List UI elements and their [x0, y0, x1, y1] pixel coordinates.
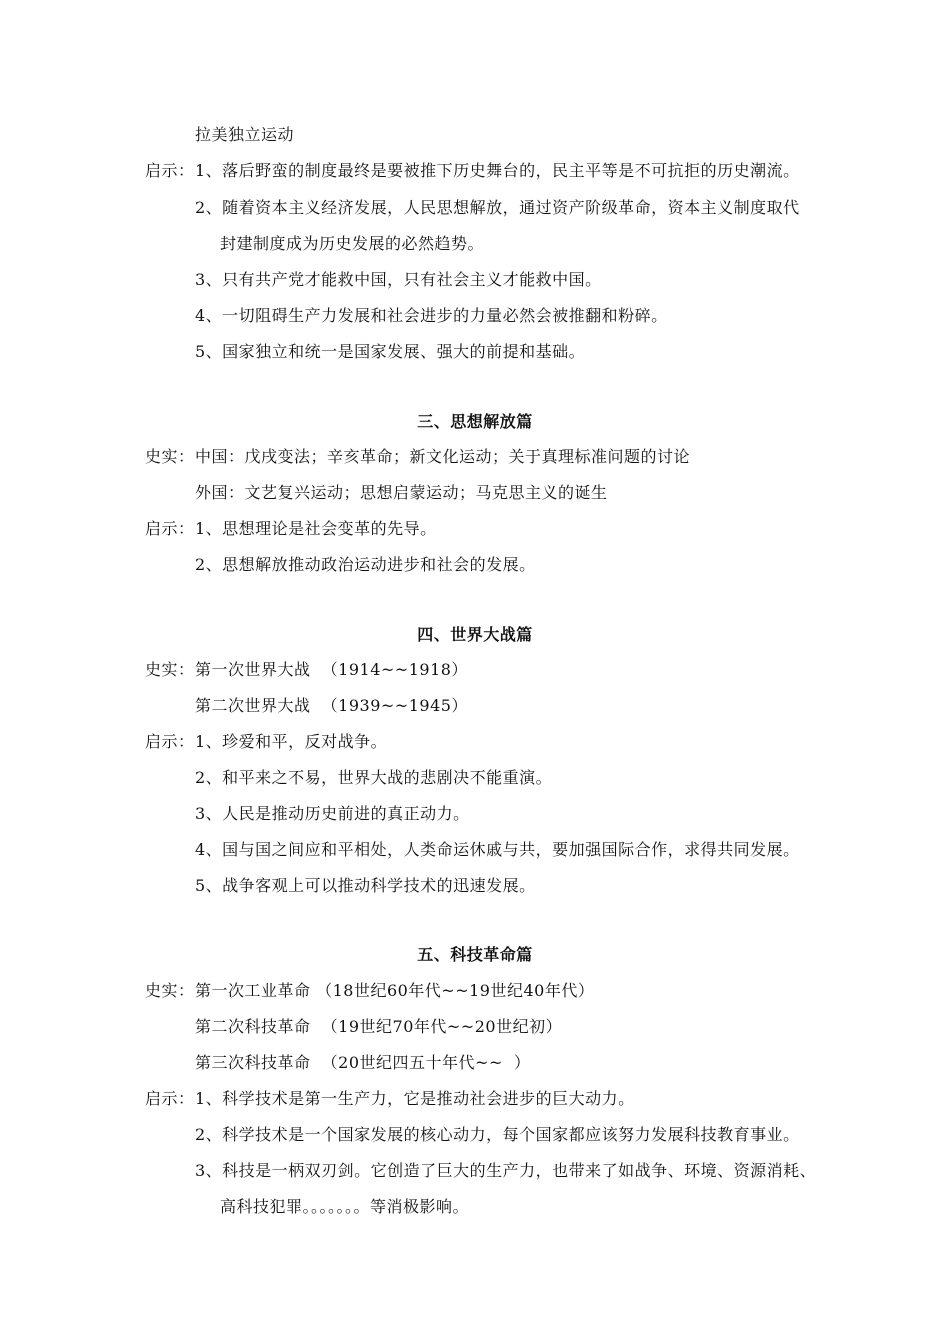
insight-item: 1、思想理论是社会变革的先导。 — [195, 519, 437, 538]
fact-item: 第二次科技革命 （19世纪70年代~~20世纪初） — [195, 1017, 563, 1036]
insight-item: 1、科学技术是第一生产力，它是推动社会进步的巨大动力。 — [195, 1089, 635, 1108]
fact-item: 第三次科技革命 （20世纪四五十年代~~ ） — [195, 1053, 531, 1072]
section-title: 五、科技革命篇 — [417, 945, 533, 964]
insight-item: 2、随着资本主义经济发展，人民思想解放，通过资产阶级革命，资本主义制度取代 — [195, 198, 800, 217]
facts-label: 史实： — [145, 447, 195, 466]
insight-label: 启示： — [145, 161, 195, 180]
fact-item: 第一次工业革命 （18世纪60年代~~19世纪40年代） — [195, 981, 595, 1000]
insight-item: 2、思想解放推动政治运动进步和社会的发展。 — [195, 555, 536, 574]
fact-item: 中国：戊戌变法；辛亥革命；新文化运动；关于真理标准问题的讨论 — [195, 447, 691, 466]
insight-label: 启示： — [145, 519, 195, 538]
insight-item-continuation: 封建制度成为历史发展的必然趋势。 — [220, 234, 485, 253]
insight-item: 3、人民是推动历史前进的真正动力。 — [195, 804, 470, 823]
insight-item: 3、只有共产党才能救中国，只有社会主义才能救中国。 — [195, 270, 602, 289]
facts-label: 史实： — [145, 981, 195, 1000]
insight-label: 启示： — [145, 732, 195, 751]
fact-item: 第一次世界大战 （1914~~1918） — [195, 660, 468, 679]
insight-item: 5、战争客观上可以推动科学技术的迅速发展。 — [195, 876, 536, 895]
insight-item-continuation: 高科技犯罪。。。。。。。等消极影响。 — [220, 1197, 470, 1216]
continuation-text: 拉美独立运动 — [195, 125, 295, 144]
insight-item: 4、一切阻碍生产力发展和社会进步的力量必然会被推翻和粉碎。 — [195, 306, 668, 325]
insight-item: 2、和平来之不易，世界大战的悲剧决不能重演。 — [195, 768, 553, 787]
facts-label: 史实： — [145, 660, 195, 679]
insight-item: 4、国与国之间应和平相处，人类命运休戚与共，要加强国际合作，求得共同发展。 — [195, 840, 800, 859]
section-title: 四、世界大战篇 — [417, 625, 533, 644]
insight-item: 3、科技是一柄双刃剑。它创造了巨大的生产力，也带来了如战争、环境、资源消耗、 — [195, 1161, 817, 1180]
fact-item: 外国：文艺复兴运动；思想启蒙运动；马克思主义的诞生 — [195, 483, 608, 502]
insight-item: 1、落后野蛮的制度最终是要被推下历史舞台的，民主平等是不可抗拒的历史潮流。 — [195, 161, 800, 180]
insight-item: 2、科学技术是一个国家发展的核心动力，每个国家都应该努力发展科技教育事业。 — [195, 1125, 800, 1144]
fact-item: 第二次世界大战 （1939~~1945） — [195, 696, 468, 715]
insight-item: 5、国家独立和统一是国家发展、强大的前提和基础。 — [195, 342, 586, 361]
section-title: 三、思想解放篇 — [417, 412, 533, 431]
insight-label: 启示： — [145, 1089, 195, 1108]
insight-item: 1、珍爱和平，反对战争。 — [195, 732, 388, 751]
